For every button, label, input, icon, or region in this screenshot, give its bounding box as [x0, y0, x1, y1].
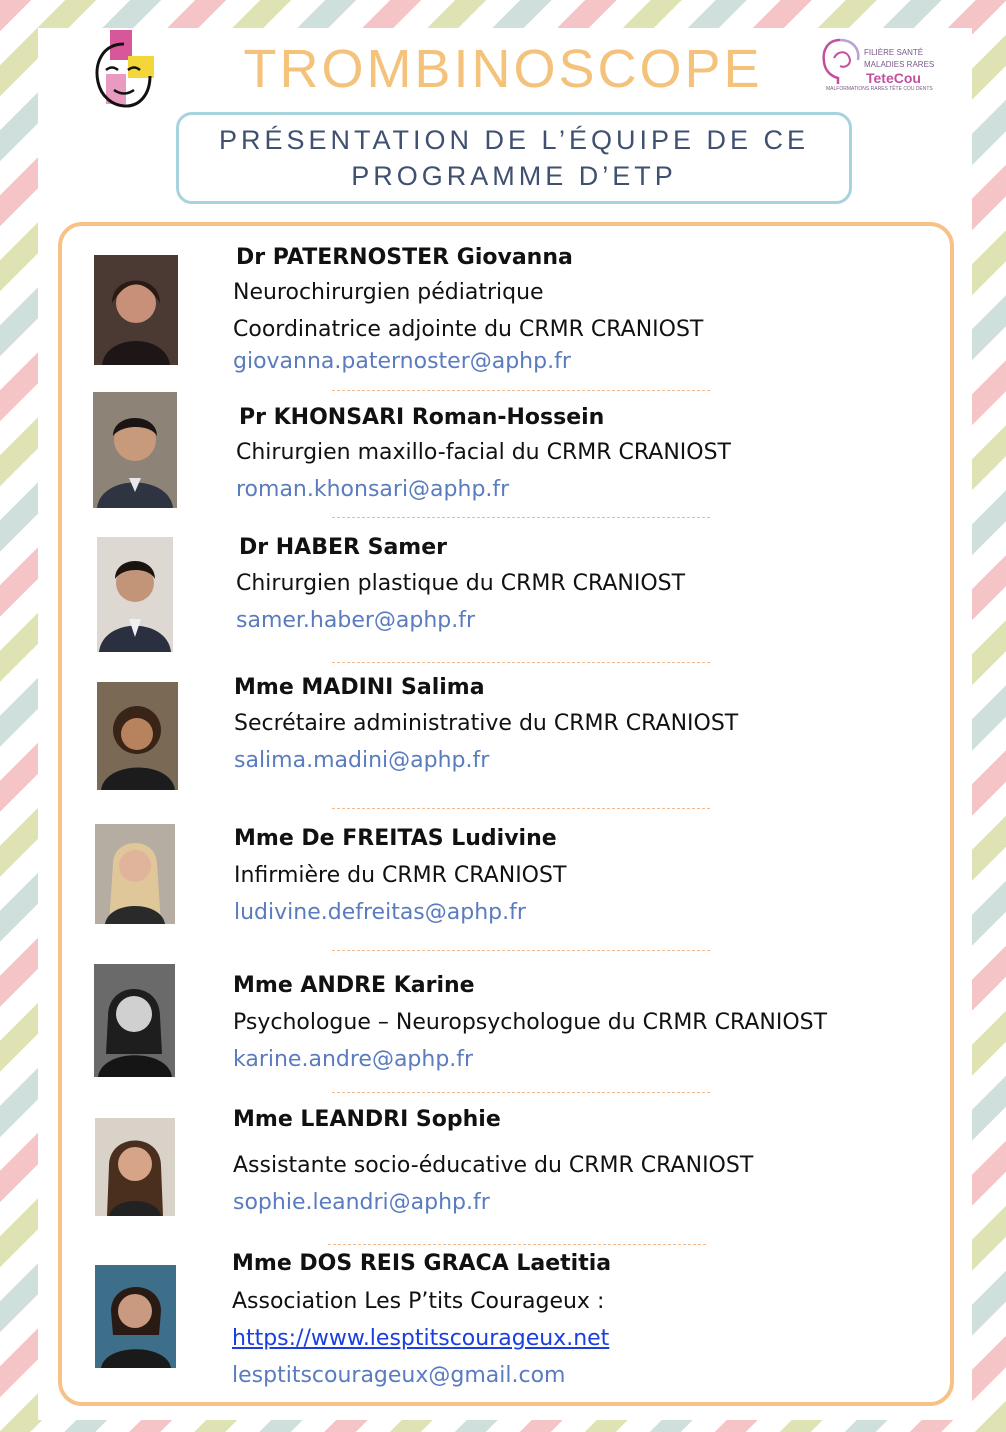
- separator: [332, 808, 710, 809]
- subtitle-box: [176, 112, 852, 204]
- person-name: Mme De FREITAS Ludivine: [234, 826, 557, 851]
- person-email[interactable]: ludivine.defreitas@aphp.fr: [234, 900, 526, 925]
- person-email[interactable]: salima.madini@aphp.fr: [234, 748, 490, 773]
- subtitle-line1: PRÉSENTATION DE L’ÉQUIPE DE CE: [218, 125, 810, 155]
- separator: [332, 517, 710, 518]
- person-email[interactable]: roman.khonsari@aphp.fr: [236, 477, 510, 502]
- logo-line1: FILIÈRE SANTÉ: [864, 48, 924, 57]
- avatar: [94, 964, 175, 1077]
- person-email[interactable]: lesptitscourageux@gmail.com: [232, 1363, 566, 1388]
- logo-brand: TeteCou: [866, 70, 921, 86]
- person-role: Infirmière du CRMR CRANIOST: [234, 863, 567, 888]
- filiere-tetecou-logo: [820, 34, 936, 98]
- separator: [332, 662, 710, 663]
- person-name: Mme DOS REIS GRACA Laetitia: [232, 1251, 612, 1276]
- person-role: Coordinatrice adjointe du CRMR CRANIOST: [233, 317, 704, 342]
- avatar: [93, 392, 177, 508]
- person-name: Dr PATERNOSTER Giovanna: [236, 245, 573, 270]
- person-role: Chirurgien maxillo-facial du CRMR CRANIOST: [236, 440, 731, 465]
- person-name: Mme MADINI Salima: [234, 675, 485, 700]
- separator: [332, 390, 710, 391]
- person-email[interactable]: giovanna.paternoster@aphp.fr: [233, 349, 571, 374]
- logo-tagline: MALFORMATIONS RARES TÊTE COU DENTS: [826, 86, 933, 92]
- person-role: Neurochirurgien pédiatrique: [233, 280, 544, 305]
- website-link[interactable]: https://www.lesptitscourageux.net: [232, 1326, 610, 1351]
- separator: [328, 1244, 706, 1245]
- person-email[interactable]: samer.haber@aphp.fr: [236, 608, 476, 633]
- team-frame: [58, 222, 954, 1406]
- separator: [332, 1092, 710, 1093]
- person-email[interactable]: sophie.leandri@aphp.fr: [233, 1190, 490, 1215]
- person-name: Mme ANDRE Karine: [233, 973, 475, 998]
- separator: [332, 950, 710, 951]
- person-role: Psychologue – Neuropsychologue du CRMR CRANIOST: [233, 1010, 828, 1035]
- person-name: Pr KHONSARI Roman-Hossein: [239, 405, 605, 430]
- person-email[interactable]: karine.andre@aphp.fr: [233, 1047, 474, 1072]
- person-role: Association Les P’tits Courageux :: [232, 1289, 605, 1314]
- avatar: [95, 824, 175, 924]
- avatar: [97, 682, 178, 790]
- person-role: Assistante socio-éducative du CRMR CRANIOST: [233, 1153, 754, 1178]
- avatar: [97, 537, 173, 652]
- page-title: TROMBINOSCOPE: [243, 39, 763, 99]
- subtitle-line2: PROGRAMME D’ETP: [351, 161, 677, 191]
- person-name: Dr HABER Samer: [239, 535, 447, 560]
- logo-line2: MALADIES RARES: [864, 60, 935, 69]
- avatar: [95, 1265, 176, 1368]
- avatar: [95, 1118, 175, 1216]
- person-role: Chirurgien plastique du CRMR CRANIOST: [236, 571, 686, 596]
- person-name: Mme LEANDRI Sophie: [233, 1107, 501, 1132]
- avatar: [94, 255, 178, 365]
- person-role: Secrétaire administrative du CRMR CRANIOST: [234, 711, 739, 736]
